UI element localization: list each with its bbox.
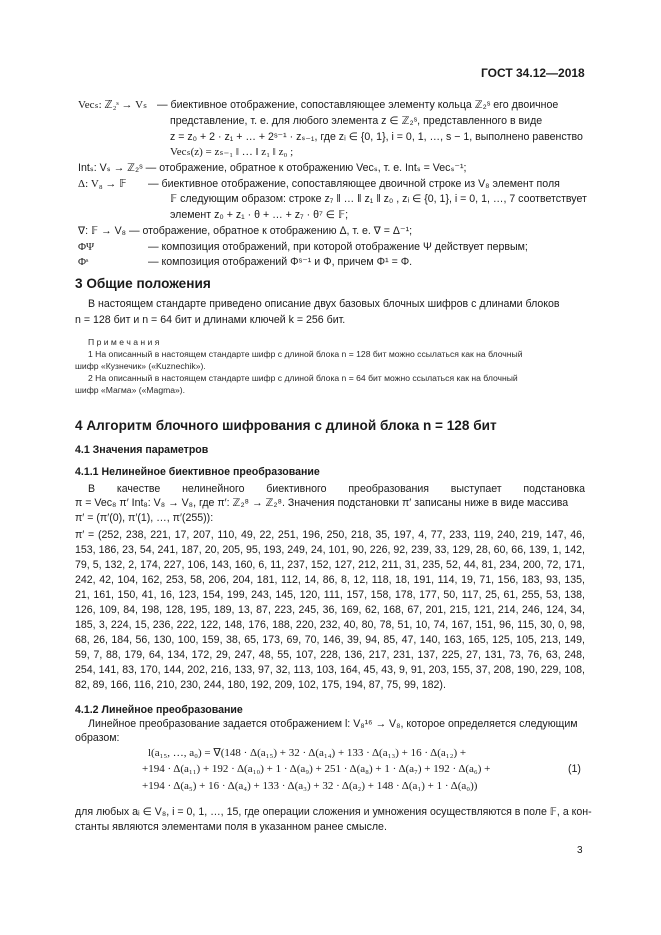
def-vec-line4: Vecₛ(z) = zₛ₋₁ ‖ … ‖ z₁ ‖ z₀ ; [170,146,294,158]
page-number: 3 [577,845,583,856]
subsection-4-1-1-line3: π′ = (π′(0), π′(1), …, π′(255)): [75,512,214,524]
note-2-line1: 2 На описанный в настоящем стандарте шифр с длиной блока n = 64 бит можно ссылаться как на блочный [88,373,518,383]
subsection-4-1-1-line1: В качестве нелинейного биективного преобразования выступает подстановка [88,483,585,495]
def-delta-line3: элемент z₀ + z₁ · θ + … + z₇ · θ⁷ ∈ 𝔽; [170,209,349,221]
subsection-4-1-2-line1: Линейное преобразование задается отображением l: V₈¹⁶ → V₈, которое определяется следующим [88,718,578,730]
def-phis-line: — композиция отображений Φˢ⁻¹ и Φ, причем Φ¹ = Φ. [148,256,413,268]
equation-1-line1: l(a₁₅, …, a₀) = ∇(148 · Δ(a₁₅) + 32 · Δ(a₁₄) + 133 · Δ(a₁₃) + 16 · Δ(a₁₂) + [148,747,467,759]
section-4-heading: 4 Алгоритм блочного шифрования с длиной блока n = 128 бит [75,418,497,433]
note-1-line2: шифр «Кузнечик» («Kuznechik»). [75,361,206,371]
notes-title: П р и м е ч а н и я [88,337,160,347]
def-delta-line1: — биективное отображение, сопоставляющее двоичной строке из V₈ элемент поля [148,178,560,190]
def-phipsi-symbol: ΦΨ [78,241,95,253]
subsection-4-1-2-heading: 4.1.2 Линейное преобразование [75,704,243,716]
section-3-para-line1: В настоящем стандарте приведено описание двух базовых блочных шифров с длинами блоков [88,298,560,310]
subsection-4-1-heading: 4.1 Значения параметров [75,444,209,456]
subsection-4-1-1-line2: π = Vec₈ π′ Int₈: V₈ → V₈, где π′: ℤ₂⁸ → ℤ₂⁸. Значения подстановки π′ записаны ниже в виде массива [75,497,569,509]
note-1-line1: 1 На описанный в настоящем стандарте шифр с длиной блока n = 128 бит можно ссылаться как на блочный [88,349,523,359]
def-vec-line2: представление, т. е. для любого элемента z ∈ ℤ₂ˢ, представленного в виде [170,115,543,127]
section-3-heading: 3 Общие положения [75,276,211,291]
def-int-line: Intₛ: Vₛ → ℤ₂ˢ — отображение, обратное к отображению Vecₛ, т. е. Intₛ = Vecₛ⁻¹; [78,162,467,174]
after-equation-line1: для любых aᵢ ∈ V₈, i = 0, 1, …, 15, где операции сложения и умножения осуществляются в поле 𝔽, а кон- [75,806,592,818]
def-vec-symbol: Vecₛ: ℤ₂ˢ → Vₛ [78,99,148,111]
def-delta-symbol: Δ: V₈ → 𝔽 [78,178,127,190]
def-vec-line3: z = z₀ + 2 · z₁ + … + 2ˢ⁻¹ · zₛ₋₁, где zᵢ ∈ {0, 1}, i = 0, 1, …, s − 1, выполнено равенство [170,131,583,143]
note-2-line2: шифр «Магма» («Magma»). [75,385,186,395]
standard-code-header: ГОСТ 34.12—2018 [481,66,585,80]
def-nabla-line: ∇: 𝔽 → V₈ — отображение, обратное к отображению Δ, т. е. ∇ = Δ⁻¹; [78,225,413,237]
subsection-4-1-2-line2: образом: [75,732,120,744]
subsection-4-1-1-heading: 4.1.1 Нелинейное биективное преобразование [75,466,320,478]
def-vec-line1: — биективное отображение, сопоставляющее элементу кольца ℤ₂ˢ его двоичное [157,99,559,111]
after-equation-line2: станты являются элементами поля в указанном ранее смысле. [75,821,387,833]
equation-1-line3: +194 · Δ(a₅) + 16 · Δ(a₄) + 133 · Δ(a₃) + 32 · Δ(a₂) + 148 · Δ(a₁) + 1 · Δ(a₀)) [142,780,478,792]
def-phipsi-line: — композиция отображений, при которой отображение Ψ действует первым; [148,241,528,253]
pi-substitution-array: π′ = (252, 238, 221, 17, 207, 110, 49, 22, 251, 196, 250, 218, 35, 197, 4, 77, 233, 119, 240, 219, 147, 46, 153, 186, 23, 54, 241, 187, 20, 205, 95, 193, 249, 24, 101, 90, 226, 92, 239, 33, 129, 28, 60, 66, 139, 1, 142, 79, 5, 132, 2, 174, 227, 106, 143, 160, 6, 11, 237, 152, 127, 212, 211, 31, 235, 52, 44, 81, 234, 200, 72, 171, 242, 42, 104, 162, 253, 58, 206, 204, 181, 112, 14, 86, 8, 12, 118, 18, 191, 114, 19, 71, 156, 183, 93, 135, 21, 161, 150, 41, 16, 123, 154, 199, 243, 145, 120, 111, 157, 158, 178, 177, 50, 117, 25, 61, 255, 53, 138, 126, 109, 84, 198, 128, 195, 189, 13, 87, 223, 245, 36, 169, 62, 168, 67, 201, 215, 121, 214, 246, 124, 34, 185, 3, 224, 15, 236, 222, 122, 148, 176, 188, 220, 232, 40, 80, 78, 51, 10, 74, 167, 151, 96, 115, 30, 0, 98, 68, 26, 184, 56, 130, 100, 159, 38, 65, 173, 69, 70, 146, 39, 94, 85, 47, 140, 163, 165, 125, 105, 213, 149, 59, 7, 88, 179, 64, 134, 172, 29, 247, 48, 55, 107, 228, 136, 217, 231, 137, 225, 27, 131, 73, 76, 63, 248, 254, 141, 83, 170, 144, 202, 216, 133, 97, 32, 113, 103, 164, 45, 43, 9, 91, 203, 155, 37, 208, 190, 229, 108, 82, 89, 166, 116, 210, 230, 244, 180, 192, 209, 102, 175, 194, 87, 75, 99, 182). [75,529,585,691]
def-phis-symbol: Φˢ [78,256,89,268]
section-3-para-line2: n = 128 бит и n = 64 бит и длинами ключей k = 256 бит. [75,314,346,326]
equation-1-line2: +194 · Δ(a₁₁) + 192 · Δ(a₁₀) + 1 · Δ(a₉) + 251 · Δ(a₈) + 1 · Δ(a₇) + 192 · Δ(a₆) + [142,763,491,775]
def-delta-line2: 𝔽 следующим образом: строке z₇ ‖ … ‖ z₁ ‖ z₀ , zᵢ ∈ {0, 1}, i = 0, 1, …, 7 соответствует [170,193,587,205]
equation-number: (1) [568,763,581,775]
